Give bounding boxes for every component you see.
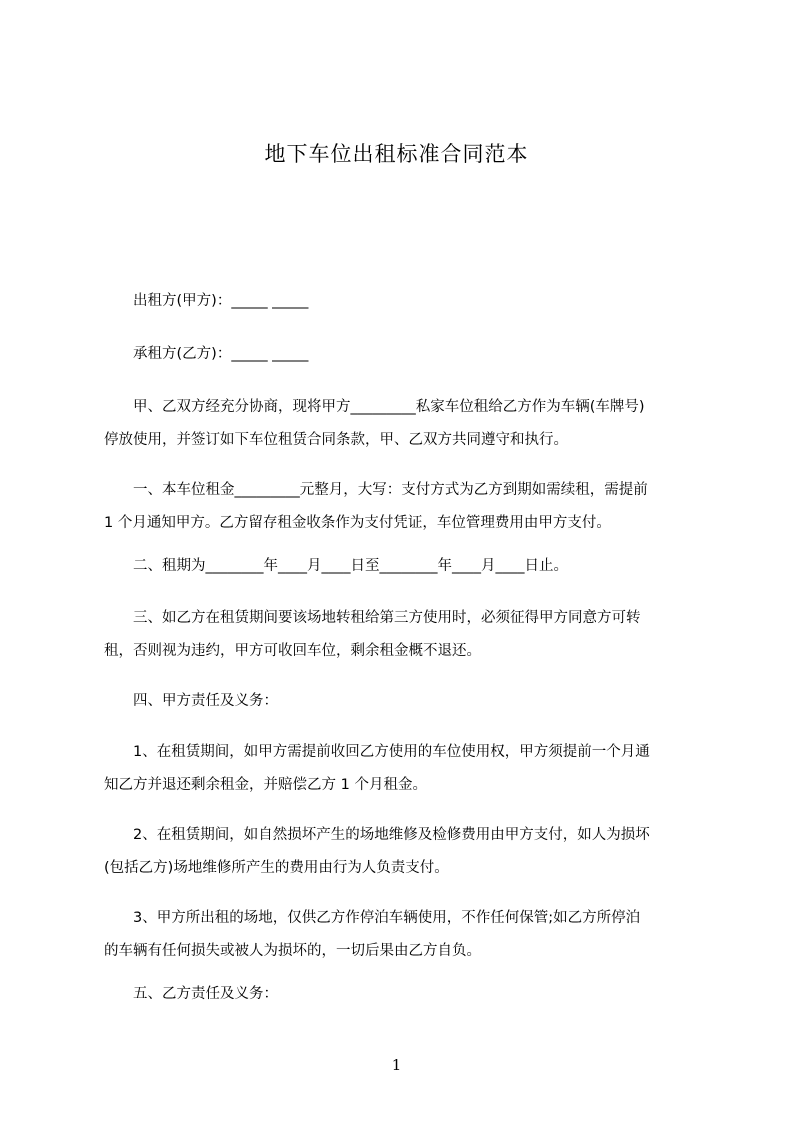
paragraph-clause-4-1 [104,736,710,802]
text-line: (包括乙方)场地维修所产生的费用由行为人负责支付。 [104,860,449,876]
text-line: 出租方(甲方)：_____ _____ [104,293,309,309]
document-title: 地下车位出租标准合同范本 [264,142,529,166]
text-line: 的车辆有任何损失或被人为损坏的，一切后果由乙方自负。 [104,943,481,959]
text-line: 停放使用，并签订如下车位租赁合同条款，甲、乙双方共同遵守和执行。 [104,432,568,448]
paragraph-clause-4-3 [104,902,710,968]
text-line: 2、在租赁期间，如自然损坏产生的场地维修及检修费用由甲方支付，如人为损坏 [104,827,650,843]
text-line: 3、甲方所出租的场地，仅供乙方作停泊车辆使用，不作任何保管;如乙方所停泊 [104,910,641,926]
paragraph-lessee [104,338,710,371]
paragraph-clause-4-2 [104,819,710,885]
text-line: 承租方(乙方)：_____ _____ [104,346,309,362]
text-line: 一、本车位租金_________元整月，大写：支付方式为乙方到期如需续租，需提前 [104,482,648,498]
text-line: 租，否则视为违约，甲方可收回车位，剩余租金概不退还。 [104,643,481,659]
paragraph-lessor [104,285,710,318]
text-line: 1 个月通知甲方。乙方留存租金收条作为支付凭证，车位管理费用由甲方支付。 [104,515,611,531]
paragraph-clause-3 [104,602,710,668]
paragraph-clause-1 [104,474,710,540]
paragraph-clause-2 [104,550,710,583]
text-line: 甲、乙双方经充分协商，现将甲方_________私家车位租给乙方作为车辆(车牌号) [104,399,645,415]
text-line: 四、甲方责任及义务： [104,693,278,709]
paragraph-preamble [104,391,710,457]
paragraph-clause-4 [104,685,710,718]
text-line: 二、租期为________年____月____日至________年____月____日止。 [104,558,568,574]
text-line: 知乙方并退还剩余租金，并赔偿乙方 1 个月租金。 [104,777,427,793]
text-line: 三、如乙方在租赁期间要该场地转租给第三方使用时，必须征得甲方同意方可转 [104,610,641,626]
text-line: 五、乙方责任及义务： [104,986,278,1002]
page-number: 1 [391,1056,402,1074]
text-line: 1、在租赁期间，如甲方需提前收回乙方使用的车位使用权，甲方须提前一个月通 [104,744,650,760]
paragraph-clause-5 [104,978,710,1011]
